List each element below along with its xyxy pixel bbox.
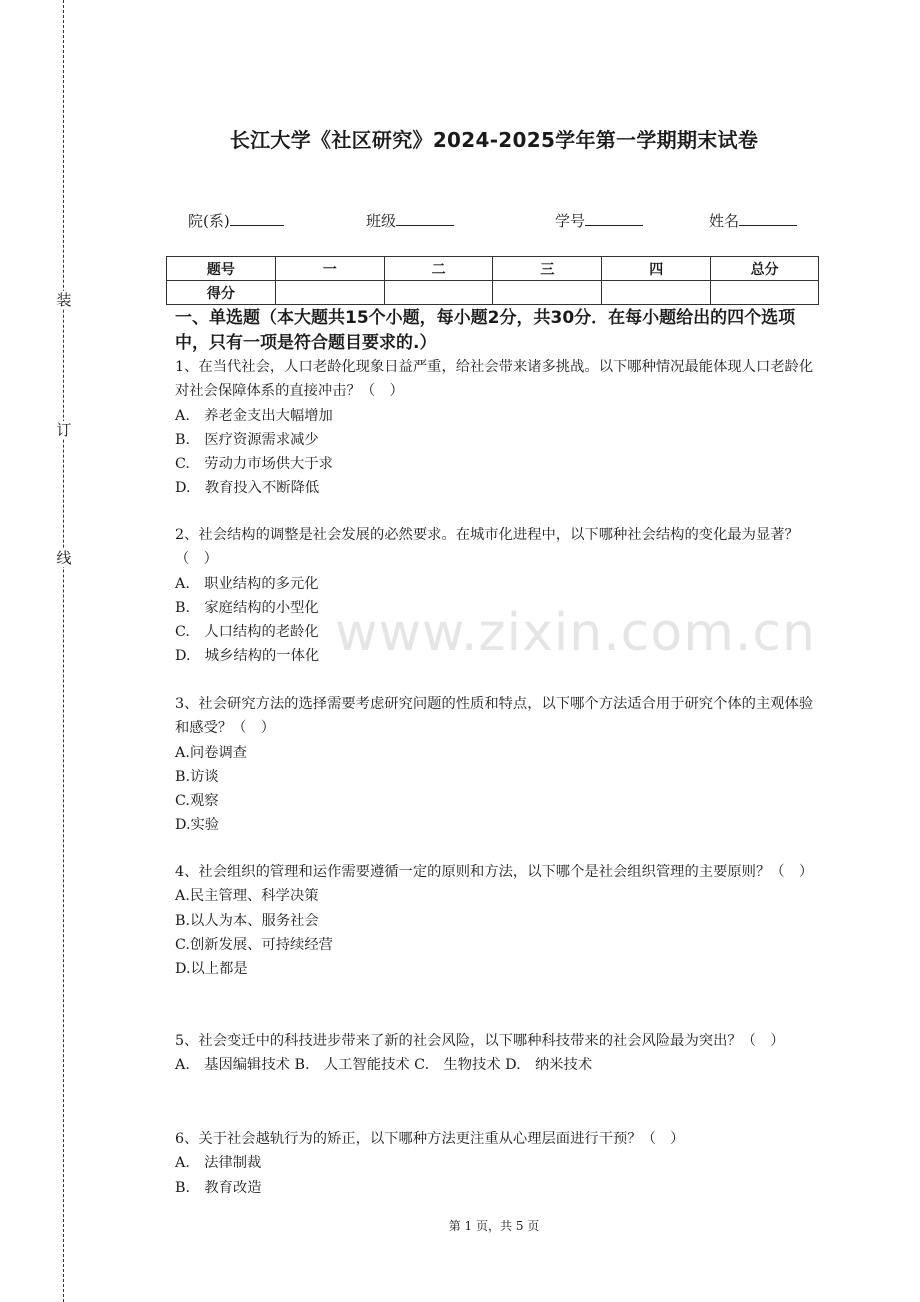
option[interactable]: C. 人口结构的老龄化 xyxy=(175,624,319,641)
question-stem: 3、社会研究方法的选择需要考虑研究问题的性质和特点，以下哪个方法适合用于研究个体的主观体验和感受？（ ） xyxy=(175,696,814,737)
question-6 xyxy=(175,1127,825,1200)
student-id-field[interactable] xyxy=(555,210,643,231)
score-table-header-row xyxy=(167,257,819,281)
question-4 xyxy=(175,860,825,981)
score-table xyxy=(166,256,819,305)
question-stem: 2、社会结构的调整是社会发展的必然要求。在城市化进程中，以下哪种社会结构的变化最为显著？（ ） xyxy=(175,527,799,568)
score-cell[interactable] xyxy=(275,281,384,305)
name-blank[interactable] xyxy=(739,211,797,226)
header-cell: 题号 xyxy=(167,257,276,281)
option[interactable]: B. 医疗资源需求减少 xyxy=(175,431,319,448)
question-stem: 1、在当代社会，人口老龄化现象日益严重，给社会带来诸多挑战。以下哪种情况最能体现人口老龄化对社会保障体系的直接冲击？（ ） xyxy=(175,359,814,400)
exam-title: 长江大学《社区研究》2024-2025学年第一学期期末试卷 xyxy=(229,128,759,152)
binding-char-xian: 线 xyxy=(56,549,72,567)
score-cell[interactable] xyxy=(711,281,819,305)
dept-label: 院(系) xyxy=(188,212,230,230)
class-blank[interactable] xyxy=(396,211,454,226)
option[interactable]: D. 城乡结构的一体化 xyxy=(175,648,320,665)
option[interactable]: B.以人为本、服务社会 xyxy=(175,912,319,929)
binding-char-ding: 订 xyxy=(56,421,72,439)
header-cell: 总分 xyxy=(711,257,819,281)
binding-char-zhuang: 装 xyxy=(56,291,72,309)
question-3 xyxy=(175,692,825,838)
student-id-blank[interactable] xyxy=(585,211,643,226)
option[interactable]: C.创新发展、可持续经营 xyxy=(175,936,333,953)
option[interactable]: B. 家庭结构的小型化 xyxy=(175,599,319,616)
question-stem: 6、关于社会越轨行为的矫正，以下哪种方法更注重从心理层面进行干预？（ ） xyxy=(175,1131,685,1147)
option[interactable]: A. 职业结构的多元化 xyxy=(175,575,319,592)
score-cell[interactable] xyxy=(602,281,711,305)
option[interactable]: B. 教育改造 xyxy=(175,1179,262,1196)
score-table-score-row xyxy=(167,281,819,305)
option[interactable]: A.民主管理、科学决策 xyxy=(175,888,319,905)
option[interactable]: D.以上都是 xyxy=(175,961,248,978)
question-5 xyxy=(175,1029,825,1078)
header-cell: 二 xyxy=(384,257,493,281)
dept-blank[interactable] xyxy=(230,211,284,226)
option[interactable]: D. 教育投入不断降低 xyxy=(175,480,320,497)
binding-line xyxy=(63,0,64,1302)
watermark: www.zixin.com.cn xyxy=(335,603,816,663)
option[interactable]: D.实验 xyxy=(175,817,220,834)
score-cell[interactable] xyxy=(384,281,493,305)
option[interactable]: A. 养老金支出大幅增加 xyxy=(175,407,333,424)
class-label: 班级 xyxy=(366,212,397,230)
option[interactable]: A. 法律制裁 xyxy=(175,1155,262,1172)
question-2 xyxy=(175,523,825,669)
option[interactable]: C. 劳动力市场供大于求 xyxy=(175,456,333,473)
question-1 xyxy=(175,355,825,501)
page-footer: 第 1 页，共 5 页 xyxy=(448,1219,540,1233)
option[interactable]: C.观察 xyxy=(175,793,219,810)
option[interactable]: A.问卷调查 xyxy=(175,744,248,761)
score-row-label: 得分 xyxy=(167,281,276,305)
student-id-label: 学号 xyxy=(555,212,586,230)
question-stem: 4、社会组织的管理和运作需要遵循一定的原则和方法，以下哪个是社会组织管理的主要原则？（ ） xyxy=(175,864,814,880)
name-field[interactable] xyxy=(709,210,797,231)
header-cell: 四 xyxy=(602,257,711,281)
dept-field[interactable] xyxy=(188,210,284,231)
option-line[interactable]: A. 基因编辑技术 B. 人工智能技术 C. 生物技术 D. 纳米技术 xyxy=(175,1057,593,1074)
section-title: 一、单选题（本大题共15个小题，每小题2分，共30分．在每小题给出的四个选项中，只有一项是符合题目要求的.） xyxy=(175,308,796,353)
class-field[interactable] xyxy=(366,210,454,231)
header-cell: 一 xyxy=(275,257,384,281)
header-cell: 三 xyxy=(493,257,602,281)
question-stem: 5、社会变迁中的科技进步带来了新的社会风险，以下哪种科技带来的社会风险最为突出？（ ） xyxy=(175,1033,785,1049)
option[interactable]: B.访谈 xyxy=(175,768,219,785)
score-cell[interactable] xyxy=(493,281,602,305)
name-label: 姓名 xyxy=(709,212,740,230)
